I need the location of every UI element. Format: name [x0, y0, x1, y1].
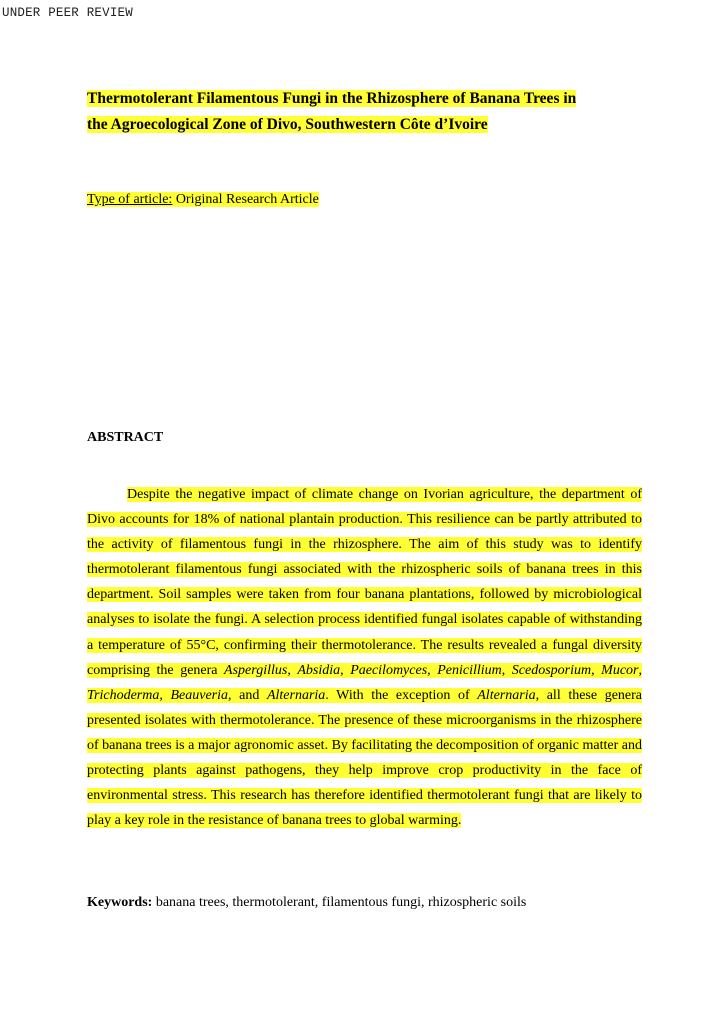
abstract-text-1: Despite the negative impact of climate change on Ivorian agriculture, the department of Divo accounts for 18% of national plantain production. This resilience can be partly attributed to the activity of filamentous fungi in the rhizosphere. The aim of this study was to identify thermotolerant filamentous fungi associated with the rhizospheric soils of banana trees in this department. Soil samples were taken from four banana plantations, followed by microbiological analyses to isolate the fungi. A selection process identified fungal isolates capable of withstanding a temperature of 55°C, confirming their thermotolerance. The results revealed a fungal diversity comprising the genera: [87, 487, 642, 678]
genus-aspergillus: Aspergillus: [224, 662, 288, 678]
abstract-text-3: , all these genera presented isolates with thermotolerance. The presence of these microorganisms in the rhizosphere of banana trees is a major agronomic asset. By facilitating the decomposition of organic matter and protecting plants against pathogens, they help improve crop productivity in the face of environmental stress. This research has therefore identified thermotolerant fungi that are likely to play a key role in the resistance of banana trees to global warming.: [87, 687, 643, 829]
keywords-value: banana trees, thermotolerant, filamentous fungi, rhizospheric soils: [152, 895, 527, 910]
genus-paecilomyces: Paecilomyces: [350, 662, 428, 678]
separator: ,: [591, 662, 602, 678]
genus-scedosporium: Scedosporium: [511, 662, 592, 678]
keywords-label: Keywords:: [87, 895, 153, 910]
separator: ,: [340, 662, 351, 678]
genus-mucor: Mucor: [601, 662, 639, 678]
genus-absidia: Absidia: [297, 662, 341, 678]
article-type-value: Original Research Article: [172, 192, 319, 207]
genus-penicillium: Penicillium: [437, 662, 502, 678]
title-line-1: Thermotolerant Filamentous Fungi in the Rhizosphere of Banana Trees in: [87, 90, 577, 107]
article-type: [87, 190, 319, 210]
separator: ,: [638, 662, 642, 678]
separator: ,: [427, 662, 438, 678]
separator: ,: [159, 687, 171, 703]
abstract-highlight: [87, 487, 642, 828]
abstract-text-2: . With the exception of: [325, 687, 478, 703]
abstract-body: [87, 482, 642, 833]
paper-title: [87, 86, 647, 137]
keywords: [87, 893, 526, 913]
genus-alternaria-2: Alternaria: [477, 687, 536, 703]
genus-trichoderma: Trichoderma: [87, 687, 160, 703]
separator: , and: [228, 687, 267, 703]
separator: ,: [501, 662, 512, 678]
genus-beauveria: Beauveria: [170, 687, 228, 703]
review-watermark: UNDER PEER REVIEW: [2, 6, 133, 20]
title-line-2: the Agroecological Zone of Divo, Southwestern Côte d’Ivoire: [87, 115, 488, 133]
genus-alternaria: Alternaria: [266, 687, 326, 703]
separator: ,: [287, 662, 298, 678]
article-type-label: Type of article:: [87, 192, 173, 207]
abstract-heading: ABSTRACT: [87, 430, 164, 445]
